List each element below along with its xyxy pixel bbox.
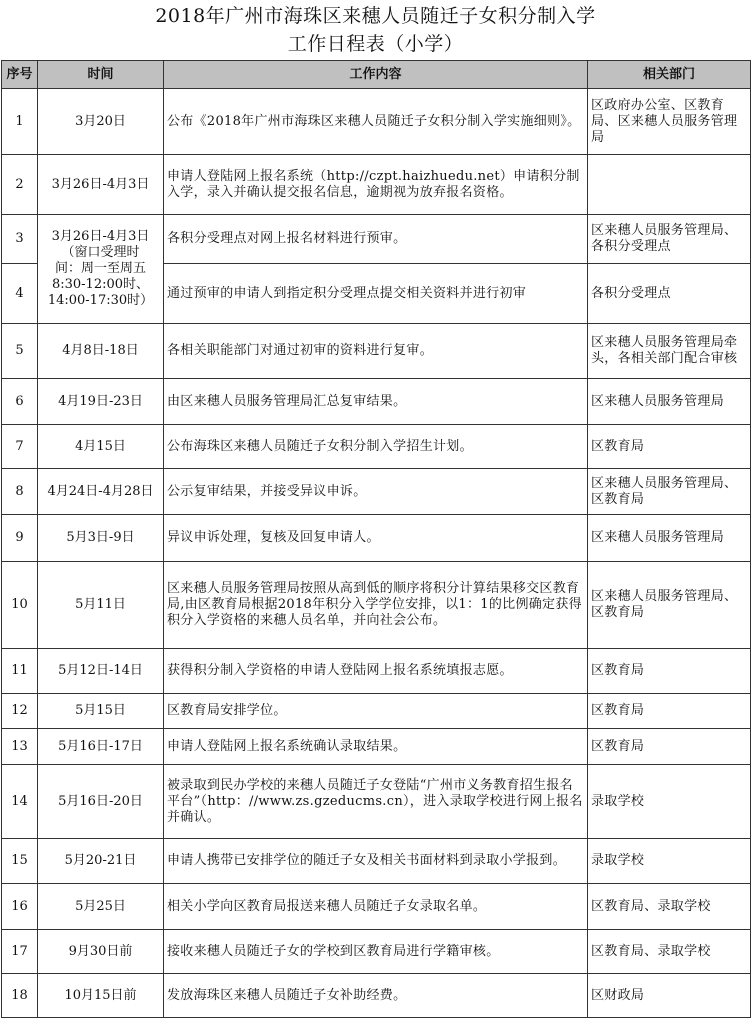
row-time: 5月20-21日: [38, 839, 164, 884]
row-work: 由区来穗人员服务管理局汇总复审结果。: [164, 379, 588, 425]
row-dept: 录取学校: [588, 839, 751, 884]
row-no: 8: [2, 469, 38, 515]
row-work: 公布《2018年广州市海珠区来穗人员随迁子女积分制入学实施细则》。: [164, 89, 588, 155]
merged-time-line: （窗口受理时: [61, 245, 140, 260]
row-time: 5月11日: [38, 562, 164, 649]
table-row: [2, 89, 751, 155]
title-line-1: 2018年广州市海珠区来穗人员随迁子女积分制入学: [155, 5, 596, 27]
header-time: 时间: [38, 61, 164, 89]
row-dept: 各积分受理点: [588, 264, 751, 324]
row-dept: 区教育局: [588, 425, 751, 469]
schedule-table: [1, 60, 751, 1018]
merged-time-cell: [38, 215, 164, 324]
merged-time-line: 8:30-12:00时、: [51, 277, 150, 292]
table-row: [2, 379, 751, 425]
row-no: 4: [2, 264, 38, 324]
table-row: [2, 839, 751, 884]
row-dept: 录取学校: [588, 765, 751, 839]
row-time: 5月16日-20日: [38, 765, 164, 839]
row-no: 1: [2, 89, 38, 155]
row-no: 6: [2, 379, 38, 425]
table-row: [2, 694, 751, 729]
row-time: 4月24日-4月28日: [38, 469, 164, 515]
row-time: 3月26日-4月3日: [38, 155, 164, 215]
row-time: 9月30日前: [38, 930, 164, 974]
table-row: [2, 729, 751, 765]
title-line-2: 工作日程表（小学）: [287, 33, 464, 55]
table-row: [2, 974, 751, 1018]
row-work: 发放海珠区来穗人员随迁子女补助经费。: [164, 974, 588, 1018]
row-no: 17: [2, 930, 38, 974]
row-dept: 区来穗人员服务管理局、各积分受理点: [588, 215, 751, 264]
row-dept: 区来穗人员服务管理局、区教育局: [588, 562, 751, 649]
header-dept: 相关部门: [588, 61, 751, 89]
merged-time-line: 间：周一至周五: [54, 261, 146, 276]
row-no: 18: [2, 974, 38, 1018]
row-time: 10月15日前: [38, 974, 164, 1018]
row-no: 14: [2, 765, 38, 839]
row-dept: 区教育局: [588, 649, 751, 694]
row-work: 公示复审结果，并接受异议申诉。: [164, 469, 588, 515]
row-no: 2: [2, 155, 38, 215]
row-time: 4月19日-23日: [38, 379, 164, 425]
table-row: [2, 425, 751, 469]
row-work: 申请人携带已安排学位的随迁子女及相关书面材料到录取小学报到。: [164, 839, 588, 884]
table-row: [2, 155, 751, 215]
row-dept: 区来穗人员服务管理局: [588, 379, 751, 425]
row-work: 申请人登陆网上报名系统（http://czpt.haizhuedu.net）申请积分制入学，录入并确认提交报名信息，逾期视为放弃报名资格。: [164, 155, 588, 215]
row-work: 被录取到民办学校的来穗人员随迁子女登陆“广州市义务教育招生报名平台”（http：//www.zs.gzeducms.cn），进入录取学校进行网上报名并确认。: [164, 765, 588, 839]
row-dept: 区教育局、录取学校: [588, 884, 751, 930]
row-work: 申请人登陆网上报名系统确认录取结果。: [164, 729, 588, 765]
header-no: 序号: [2, 61, 38, 89]
table-row: [2, 469, 751, 515]
table-row: [2, 215, 751, 264]
row-dept: 区财政局: [588, 974, 751, 1018]
row-time: 5月16日-17日: [38, 729, 164, 765]
table-row: [2, 884, 751, 930]
row-work: 区教育局安排学位。: [164, 694, 588, 729]
row-time: 4月15日: [38, 425, 164, 469]
row-dept: [588, 155, 751, 215]
row-no: 15: [2, 839, 38, 884]
row-time: 4月8日-18日: [38, 324, 164, 379]
row-dept: 区教育局: [588, 694, 751, 729]
header-row: [2, 61, 751, 89]
row-dept: 区来穗人员服务管理局: [588, 515, 751, 562]
row-dept: 区政府办公室、区教育局、区来穗人员服务管理局: [588, 89, 751, 155]
merged-time-line: 14:00-17:30时）: [47, 293, 154, 308]
row-no: 9: [2, 515, 38, 562]
row-no: 11: [2, 649, 38, 694]
row-work: 获得积分制入学资格的申请人登陆网上报名系统填报志愿。: [164, 649, 588, 694]
row-work: 相关小学向区教育局报送来穗人员随迁子女录取名单。: [164, 884, 588, 930]
row-no: 3: [2, 215, 38, 264]
row-dept: 区来穗人员服务管理局牵头，各相关部门配合审核: [588, 324, 751, 379]
row-time: 5月25日: [38, 884, 164, 930]
row-no: 13: [2, 729, 38, 765]
row-dept: 区来穗人员服务管理局、区教育局: [588, 469, 751, 515]
row-dept: 区教育局、录取学校: [588, 930, 751, 974]
row-work: 异议申诉处理，复核及回复申请人。: [164, 515, 588, 562]
header-work: 工作内容: [164, 61, 588, 89]
table-row: [2, 562, 751, 649]
row-work: 区来穗人员服务管理局按照从高到低的顺序将积分计算结果移交区教育局,由区教育局根据2018年积分入学学位安排，以1：1的比例确定获得积分入学资格的来穗人员名单，并向社会公布。: [164, 562, 588, 649]
row-time: 5月3日-9日: [38, 515, 164, 562]
row-work: 各相关职能部门对通过初审的资料进行复审。: [164, 324, 588, 379]
row-dept: 区教育局: [588, 729, 751, 765]
table-row: [2, 649, 751, 694]
row-no: 12: [2, 694, 38, 729]
row-time: 5月15日: [38, 694, 164, 729]
row-work: 公布海珠区来穗人员随迁子女积分制入学招生计划。: [164, 425, 588, 469]
table-row: [2, 324, 751, 379]
row-time: 3月20日: [38, 89, 164, 155]
row-work: 通过预审的申请人到指定积分受理点提交相关资料并进行初审: [164, 264, 588, 324]
table-row: [2, 765, 751, 839]
row-no: 5: [2, 324, 38, 379]
row-no: 7: [2, 425, 38, 469]
document-title: [0, 2, 751, 58]
table-row: [2, 930, 751, 974]
row-work: 接收来穗人员随迁子女的学校到区教育局进行学籍审核。: [164, 930, 588, 974]
row-time: 5月12日-14日: [38, 649, 164, 694]
table-row: [2, 515, 751, 562]
row-work: 各积分受理点对网上报名材料进行预审。: [164, 215, 588, 264]
row-no: 16: [2, 884, 38, 930]
row-no: 10: [2, 562, 38, 649]
merged-time-line: 3月26日-4月3日: [51, 229, 150, 244]
